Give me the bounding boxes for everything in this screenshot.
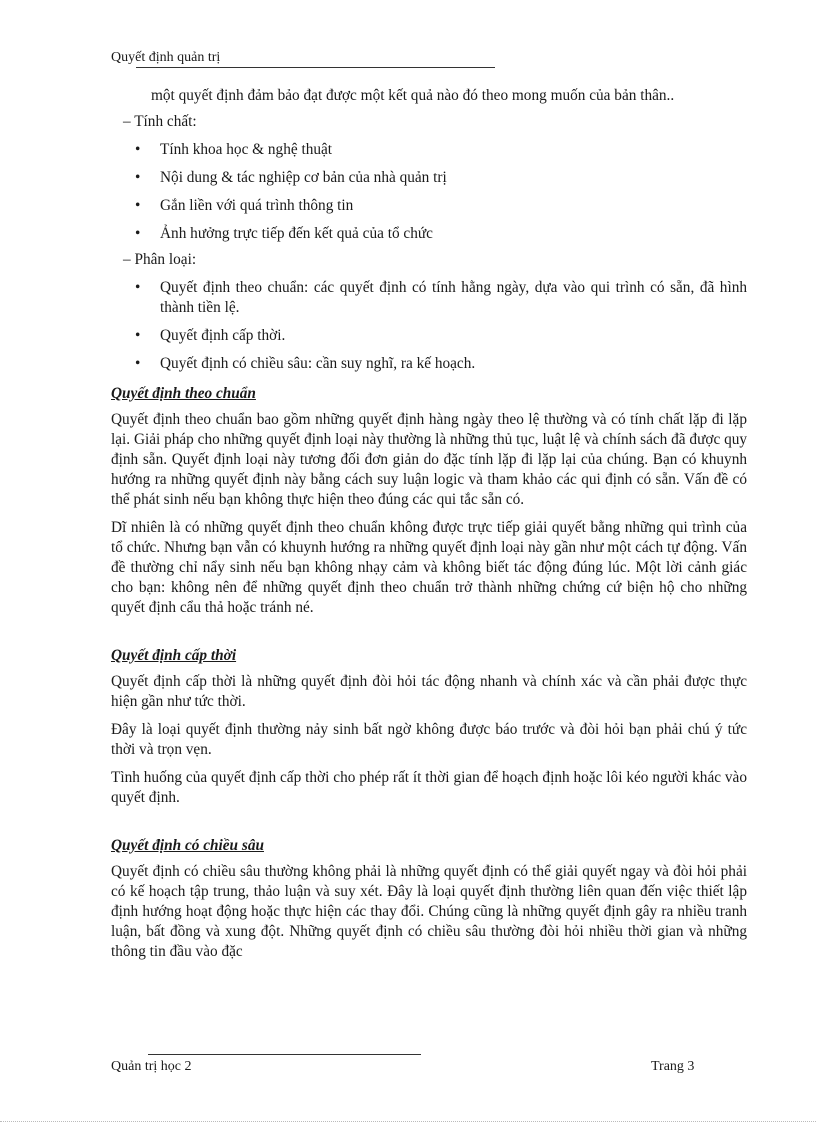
properties-label: – Tính chất: <box>123 113 197 130</box>
paragraph: Quyết định theo chuẩn bao gồm những quyết định hàng ngày theo lệ thường và có tính chất lặp đi lặp lại. Giải pháp cho những quyết định loại này thường là những thủ tục, luật lệ và chính sách đã được quy định sẵn. Quyết định loại này tương đối đơn giản do đặc tính lặp đi lặp lại của chúng. Bạn có khuynh hướng ra những quyết định này bằng cách suy luận logic và tham khảo các qui định có sẵn. Vấn đề có thể phát sinh nếu bạn không thực hiện theo đúng các qui tắc sẵn có. <box>111 411 748 508</box>
running-header: Quyết định quản trị <box>111 50 221 65</box>
paragraph: Tình huống của quyết định cấp thời cho phép rất ít thời gian để hoạch định hoặc lôi kéo người khác vào quyết định. <box>111 769 747 806</box>
bullet-icon: • <box>135 197 141 214</box>
section-heading-in-depth: Quyết định có chiều sâu <box>111 837 264 854</box>
section-heading-urgent: Quyết định cấp thời <box>111 647 237 664</box>
list-item: • Tính khoa học & nghệ thuật <box>135 141 333 158</box>
properties-list <box>111 140 747 244</box>
footer-rule <box>148 1054 421 1055</box>
bullet-icon: • <box>135 169 141 186</box>
paragraph: Đây là loại quyết định thường nảy sinh bất ngờ không được báo trước và đòi hỏi bạn phải chú ý tức thời và trọn vẹn. <box>111 721 747 758</box>
bullet-icon: • <box>135 225 141 242</box>
page-number: Trang 3 <box>651 1059 695 1074</box>
classification-list <box>111 278 747 374</box>
classification-label: – Phân loại: <box>123 251 197 268</box>
paragraph: Quyết định có chiều sâu thường không phải là những quyết định có thể giải quyết ngay và đòi hỏi phải có kế hoạch tập trung, thảo luận và suy xét. Đây là loại quyết định thường liên quan đến việc thiết lập định hướng hoạt động hoặc thực hiện các thay đổi. Chúng cũng là những quyết định gây ra nhiều tranh luận, bất đồng và xung đột. Những quyết định có chiều sâu thường đòi hỏi nhiều thời gian và những thông tin đầu vào đặc <box>111 863 747 960</box>
bullet-icon: • <box>135 279 141 296</box>
section-heading-standard: Quyết định theo chuẩn <box>111 385 256 402</box>
list-item: • Quyết định cấp thời. <box>135 327 286 344</box>
list-item: • Quyết định có chiều sâu: cần suy nghĩ, ra kế hoạch. <box>135 355 476 372</box>
page-boundary <box>0 1121 816 1122</box>
bullet-icon: • <box>135 355 141 372</box>
bullet-icon: • <box>135 141 141 158</box>
list-item: • Gắn liền với quá trình thông tin <box>135 197 354 214</box>
list-item: • Ảnh hưởng trực tiếp đến kết quả của tổ chức <box>135 225 433 242</box>
intro-continuation: một quyết định đảm bảo đạt được một kết quả nào đó theo mong muốn của bản thân.. <box>151 87 675 104</box>
paragraph: Dĩ nhiên là có những quyết định theo chuẩn không được trực tiếp giải quyết bằng những qui trình của tổ chức. Nhưng bạn vẫn có khuynh hướng ra những quyết định loại này gần như một cách tự động. Vấn đề thường chỉ nẩy sinh nếu bạn không nhạy cảm và không biết tác động đúng lúc. Một lời cảnh giác cho bạn: không nên để những quyết định theo chuẩn trở thành những chứng cứ biện hộ cho những quyết định cẩu thả hoặc tránh né. <box>111 519 747 616</box>
bullet-icon: • <box>135 327 141 344</box>
footer-course-title: Quản trị học 2 <box>111 1059 192 1074</box>
list-item: • Nội dung & tác nghiệp cơ bản của nhà quản trị <box>135 169 447 186</box>
header-rule <box>136 67 495 68</box>
page-body <box>111 86 747 962</box>
paragraph: Quyết định cấp thời là những quyết định đòi hỏi tác động nhanh và chính xác và cần phải được thực hiện gần như tức thời. <box>111 673 747 710</box>
list-item: • Quyết định theo chuẩn: các quyết định có tính hằng ngày, dựa vào qui trình có sẵn, đã hình thành tiền lệ. <box>135 279 747 316</box>
